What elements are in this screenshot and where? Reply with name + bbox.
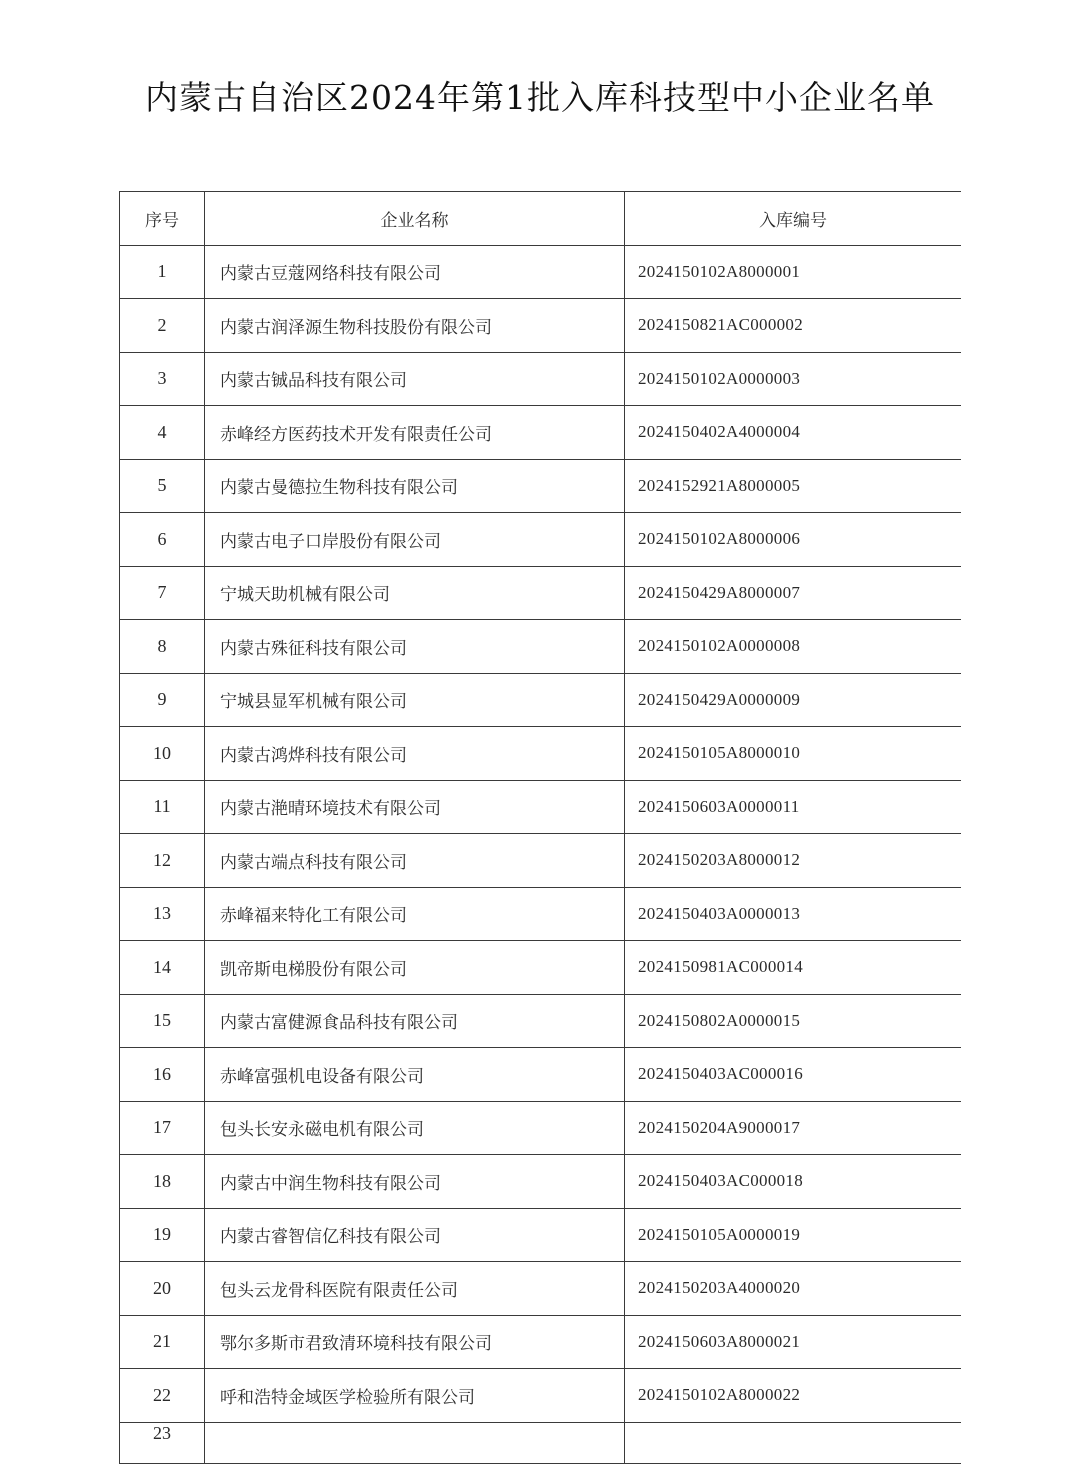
header-code: 入库编号	[625, 192, 962, 246]
row-registration-code: 2024152921A8000005	[625, 459, 962, 513]
row-registration-code: 2024150429A8000007	[625, 566, 962, 620]
table-row	[120, 245, 962, 299]
table-row	[120, 513, 962, 567]
table-row	[120, 941, 962, 995]
row-registration-code: 2024150429A0000009	[625, 673, 962, 727]
table-row	[120, 299, 962, 353]
table-row	[120, 994, 962, 1048]
table-row	[120, 1155, 962, 1209]
row-seq: 14	[120, 941, 205, 995]
row-seq: 4	[120, 406, 205, 460]
row-registration-code: 2024150603A8000021	[625, 1315, 962, 1369]
row-seq: 23	[120, 1422, 205, 1463]
row-seq: 1	[120, 245, 205, 299]
table-row	[120, 352, 962, 406]
row-company-name: 包头长安永磁电机有限公司	[205, 1101, 625, 1155]
row-company-name: 内蒙古润泽源生物科技股份有限公司	[205, 299, 625, 353]
row-company-name: 包头云龙骨科医院有限责任公司	[205, 1262, 625, 1316]
row-seq: 11	[120, 780, 205, 834]
page-title: 内蒙古自治区2024年第1批入库科技型中小企业名单	[145, 78, 935, 117]
table-row	[120, 1208, 962, 1262]
row-seq: 20	[120, 1262, 205, 1316]
row-company-name: 内蒙古鸿烨科技有限公司	[205, 727, 625, 781]
row-seq: 21	[120, 1315, 205, 1369]
header-seq: 序号	[120, 192, 205, 246]
row-seq: 6	[120, 513, 205, 567]
row-company-name: 鄂尔多斯市君致清环境科技有限公司	[205, 1315, 625, 1369]
row-seq: 22	[120, 1369, 205, 1423]
table-row	[120, 1315, 962, 1369]
row-registration-code: 2024150203A8000012	[625, 834, 962, 888]
table-row	[120, 673, 962, 727]
table-row-partial	[120, 1422, 962, 1463]
table-header-row	[120, 192, 962, 246]
row-seq: 8	[120, 620, 205, 674]
row-company-name: 内蒙古中润生物科技有限公司	[205, 1155, 625, 1209]
row-company-name: 赤峰富强机电设备有限公司	[205, 1048, 625, 1102]
row-registration-code: 2024150403A0000013	[625, 887, 962, 941]
row-company-name: 内蒙古电子口岸股份有限公司	[205, 513, 625, 567]
table-row	[120, 727, 962, 781]
table-row	[120, 406, 962, 460]
header-name: 企业名称	[205, 192, 625, 246]
row-company-name: 宁城天助机械有限公司	[205, 566, 625, 620]
row-registration-code: 2024150102A0000003	[625, 352, 962, 406]
row-registration-code: 2024150102A8000001	[625, 245, 962, 299]
row-seq: 2	[120, 299, 205, 353]
enterprise-table	[119, 191, 961, 1464]
row-company-name	[205, 1422, 625, 1463]
row-seq: 9	[120, 673, 205, 727]
row-company-name: 内蒙古豆蔻网络科技有限公司	[205, 245, 625, 299]
row-company-name: 内蒙古殊征科技有限公司	[205, 620, 625, 674]
row-company-name: 内蒙古铖品科技有限公司	[205, 352, 625, 406]
row-seq: 15	[120, 994, 205, 1048]
table-row	[120, 1369, 962, 1423]
row-seq: 10	[120, 727, 205, 781]
row-registration-code: 2024150105A8000010	[625, 727, 962, 781]
row-company-name: 赤峰福来特化工有限公司	[205, 887, 625, 941]
row-seq: 3	[120, 352, 205, 406]
row-registration-code: 2024150403AC000018	[625, 1155, 962, 1209]
row-company-name: 内蒙古曼德拉生物科技有限公司	[205, 459, 625, 513]
row-company-name: 内蒙古睿智信亿科技有限公司	[205, 1208, 625, 1262]
row-registration-code: 2024150981AC000014	[625, 941, 962, 995]
table-body	[120, 245, 962, 1463]
table-row	[120, 459, 962, 513]
row-registration-code: 2024150102A8000022	[625, 1369, 962, 1423]
table-row	[120, 620, 962, 674]
row-seq: 12	[120, 834, 205, 888]
row-registration-code: 2024150102A8000006	[625, 513, 962, 567]
table-row	[120, 1048, 962, 1102]
row-company-name: 内蒙古端点科技有限公司	[205, 834, 625, 888]
row-registration-code: 2024150821AC000002	[625, 299, 962, 353]
row-seq: 19	[120, 1208, 205, 1262]
enterprise-table-container	[119, 191, 961, 1479]
row-seq: 17	[120, 1101, 205, 1155]
row-company-name: 赤峰经方医药技术开发有限责任公司	[205, 406, 625, 460]
row-seq: 16	[120, 1048, 205, 1102]
row-registration-code: 2024150403AC000016	[625, 1048, 962, 1102]
row-registration-code	[625, 1422, 962, 1463]
row-company-name: 内蒙古富健源食品科技有限公司	[205, 994, 625, 1048]
row-registration-code: 2024150105A0000019	[625, 1208, 962, 1262]
row-registration-code: 2024150102A0000008	[625, 620, 962, 674]
row-registration-code: 2024150402A4000004	[625, 406, 962, 460]
row-registration-code: 2024150204A9000017	[625, 1101, 962, 1155]
row-seq: 5	[120, 459, 205, 513]
row-registration-code: 2024150203A4000020	[625, 1262, 962, 1316]
table-row	[120, 834, 962, 888]
table-row	[120, 566, 962, 620]
row-registration-code: 2024150603A0000011	[625, 780, 962, 834]
row-seq: 7	[120, 566, 205, 620]
row-company-name: 内蒙古滟晴环境技术有限公司	[205, 780, 625, 834]
row-company-name: 呼和浩特金域医学检验所有限公司	[205, 1369, 625, 1423]
row-company-name: 宁城县显军机械有限公司	[205, 673, 625, 727]
table-row	[120, 780, 962, 834]
table-row	[120, 1262, 962, 1316]
row-seq: 13	[120, 887, 205, 941]
row-seq: 18	[120, 1155, 205, 1209]
table-row	[120, 887, 962, 941]
table-row	[120, 1101, 962, 1155]
row-company-name: 凯帝斯电梯股份有限公司	[205, 941, 625, 995]
row-registration-code: 2024150802A0000015	[625, 994, 962, 1048]
